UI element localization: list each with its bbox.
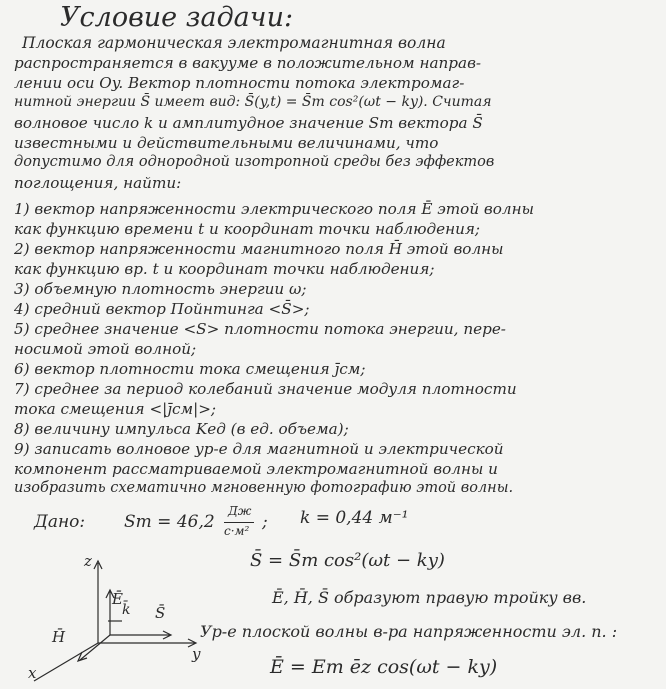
h-arrow [78,652,87,661]
given-sm: Sm = 46,2 [124,512,215,532]
task-line: тока смещения <|j̄см|>; [14,400,217,418]
page-title: Условие задачи: [60,2,294,33]
e-formula: Ē = Em ēz cos(ωt − ky) [270,656,498,678]
task-line: компонент рассматриваемой электромагнитной волны и [14,460,498,478]
task-line: 6) вектор плотности тока смещения j̄см; [14,360,366,378]
axis-z-label: z [84,552,92,570]
axis-y-label: y [192,645,201,663]
given-sm-unit-den: с·м² [224,524,250,538]
task-line: 3) объемную плотность энергии ω; [14,280,307,298]
vector-h-label: H̄ [52,628,66,646]
vector-e-label: Ē [112,590,123,608]
x-axis [34,643,98,681]
intro-line: допустимо для однородной изотропной среды без эффектов [14,154,495,170]
intro-line: поглощения, найти: [14,174,182,192]
given-sm-unit-num: Дж [228,504,252,518]
intro-line: лении оси Oy. Вектор плотности потока электромаг- [14,74,465,92]
task-line: 1) вектор напряженности электрического поля Ē этой волны [14,200,534,218]
axes-diagram [20,555,220,685]
vector-s-label: S̄ [155,604,166,622]
task-line: как функцию вр. t и координат точки наблюдения; [14,260,435,278]
intro-line: распространяется в вакууме в положительном направ- [14,54,482,72]
task-line: как функцию времени t и координат точки наблюдения; [14,220,481,238]
h-vector [80,635,110,660]
given-separator: ; [262,512,268,532]
task-line: 7) среднее за период колебаний значение модуля плотности [14,380,517,398]
task-line: 9) записать волновое ур-е для магнитной и электрической [14,440,504,458]
fraction-bar [224,522,254,523]
task-line: 2) вектор напряженности магнитного поля H̄ этой волны [14,240,504,258]
intro-line: нитной энергии S̄ имеет вид: S̄(y,t) = S̄m cos²(ωt − ky). Считая [14,94,492,110]
intro-line: Плоская гармоническая электромагнитная волна [22,34,446,52]
task-line: изобразить схематично мгновенную фотографию этой волны. [14,480,514,496]
task-line: носимой этой волной; [14,340,197,358]
intro-line: известными и действительными величинами, что [14,134,439,152]
wave-equation-title: Ур-е плоской волны в-ра напряженности эл. п. : [200,622,618,641]
vector-k-label: k̄ [122,602,131,618]
given-label: Дано: [34,512,86,532]
right-triple-note: Ē, H̄, S̄ образуют правую тройку вв. [272,588,587,607]
axis-x-label: x [28,664,37,682]
task-line: 5) среднее значение <S> плотности потока энергии, пере- [14,320,506,338]
intro-line: волновое число k и амплитудное значение Sm вектора S̄ [14,114,483,132]
task-line: 8) величину импульса Kед (в ед. объема); [14,420,349,438]
task-line: 4) средний вектор Пойнтинга <S̄>; [14,300,310,318]
given-k: k = 0,44 м⁻¹ [300,508,409,528]
s-formula: S̄ = S̄m cos²(ωt − ky) [250,550,445,571]
